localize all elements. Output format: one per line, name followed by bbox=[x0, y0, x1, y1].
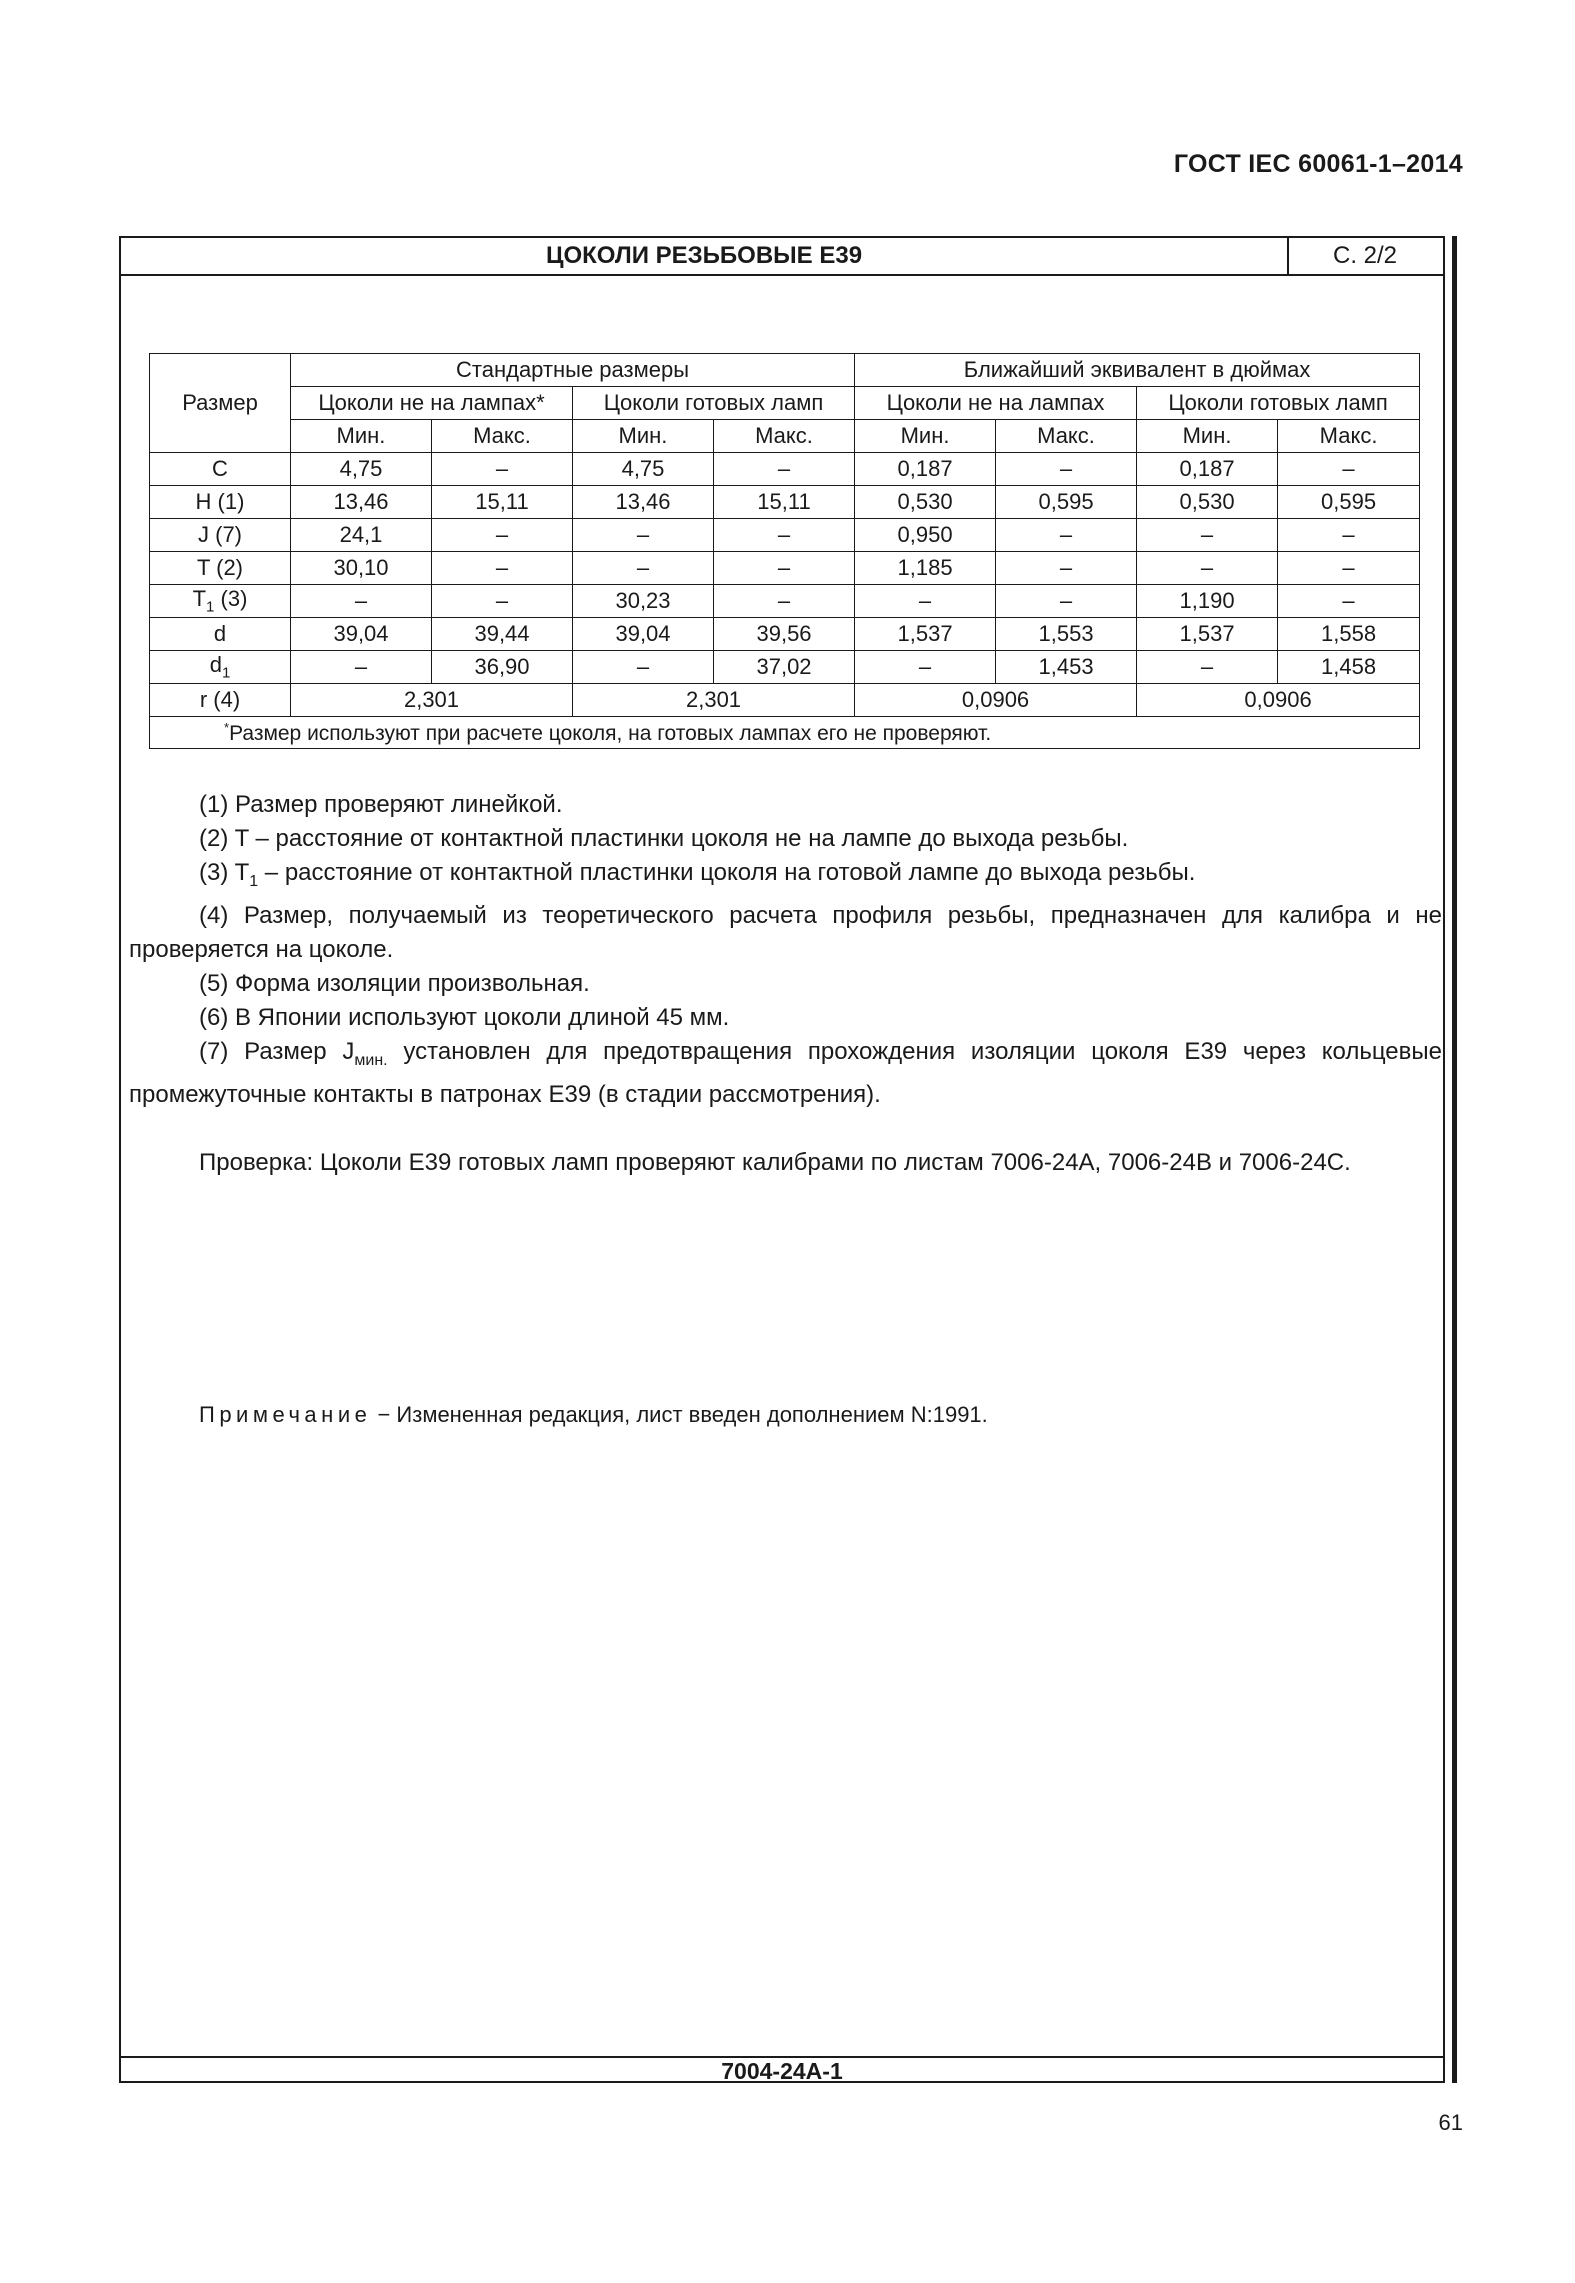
table-cell: – bbox=[1137, 519, 1278, 552]
table-cell: – bbox=[432, 453, 573, 486]
table-cell: 39,56 bbox=[714, 618, 855, 651]
inch-equivalent-header: Ближайший эквивалент в дюймах bbox=[855, 354, 1420, 387]
table-cell: 37,02 bbox=[714, 651, 855, 684]
bases-not-on-lamps-inch-header: Цоколи не на лампах bbox=[855, 387, 1137, 420]
table-cell: 15,11 bbox=[714, 486, 855, 519]
row-label: H (1) bbox=[150, 486, 291, 519]
table-cell: – bbox=[432, 585, 573, 618]
r-row bbox=[150, 684, 1420, 717]
row-label: T (2) bbox=[150, 552, 291, 585]
table-cell: – bbox=[996, 552, 1137, 585]
bases-not-on-lamps-header: Цоколи не на лампах* bbox=[291, 387, 573, 420]
note-7-end: установлен для предотвращения прохождения изоляции цоколя E39 через кольцевые промежуточные контакты в патронах E39 (в стадии рассмотрения). bbox=[129, 1037, 1442, 1108]
table-cell: – bbox=[1137, 552, 1278, 585]
finished-lamp-bases-inch-header: Цоколи готовых ламп bbox=[1137, 387, 1420, 420]
table-cell: 2,301 bbox=[573, 684, 855, 717]
notes-section bbox=[129, 788, 1442, 1180]
note-3-end: – расстояние от контактной пластинки цоколя на готовой лампе до выхода резьбы. bbox=[258, 859, 1196, 886]
table-cell: – bbox=[1278, 453, 1420, 486]
table-row bbox=[150, 585, 1420, 618]
table-cell: 15,11 bbox=[432, 486, 573, 519]
table-cell: 0,595 bbox=[996, 486, 1137, 519]
row-label: r (4) bbox=[150, 684, 291, 717]
table-footnote bbox=[150, 717, 1420, 749]
row-label: J (7) bbox=[150, 519, 291, 552]
min-header: Мин. bbox=[855, 420, 996, 453]
table-cell: – bbox=[291, 585, 432, 618]
note-2: (2) T – расстояние от контактной пластинки цоколя не на лампе до выхода резьбы. bbox=[199, 825, 1129, 852]
table-cell: – bbox=[714, 585, 855, 618]
table-cell: – bbox=[1278, 552, 1420, 585]
table-cell: 1,458 bbox=[1278, 651, 1420, 684]
table-row bbox=[150, 618, 1420, 651]
row-label-main: T bbox=[192, 586, 207, 612]
remark-label: Примечание bbox=[199, 1402, 372, 1427]
row-label-main: d bbox=[209, 652, 222, 678]
table-row bbox=[150, 453, 1420, 486]
sheet-page-indicator: С. 2/2 bbox=[1332, 242, 1398, 269]
min-header: Мин. bbox=[573, 420, 714, 453]
table-row bbox=[150, 651, 1420, 684]
frame-thick-edge bbox=[1452, 236, 1457, 2083]
table-cell: 13,46 bbox=[291, 486, 432, 519]
table-row bbox=[150, 486, 1420, 519]
note-7-subscript: мин. bbox=[354, 1051, 388, 1069]
table-cell: 1,553 bbox=[996, 618, 1137, 651]
table-cell: – bbox=[855, 585, 996, 618]
table-cell: – bbox=[432, 519, 573, 552]
standard-sizes-header: Стандартные размеры bbox=[291, 354, 855, 387]
table-cell: 0,187 bbox=[1137, 453, 1278, 486]
table-cell: 0,530 bbox=[855, 486, 996, 519]
table-cell: – bbox=[855, 651, 996, 684]
row-label bbox=[150, 585, 291, 618]
table-cell: – bbox=[996, 585, 1137, 618]
table-cell: – bbox=[573, 651, 714, 684]
row-label-subscript: 1 bbox=[221, 664, 231, 682]
table-cell: 30,23 bbox=[573, 585, 714, 618]
dimensions-table bbox=[149, 353, 1420, 749]
table-cell: 36,90 bbox=[432, 651, 573, 684]
row-label: d bbox=[150, 618, 291, 651]
table-cell: 0,595 bbox=[1278, 486, 1420, 519]
table-cell: 4,75 bbox=[573, 453, 714, 486]
finished-lamp-bases-header: Цоколи готовых ламп bbox=[573, 387, 855, 420]
table-cell: – bbox=[996, 453, 1137, 486]
table-cell: – bbox=[573, 519, 714, 552]
table-cell: – bbox=[714, 552, 855, 585]
table-cell: – bbox=[432, 552, 573, 585]
row-label-note: (3) bbox=[214, 586, 248, 612]
table-row bbox=[150, 552, 1420, 585]
page-number: 61 bbox=[1438, 2110, 1463, 2135]
table-cell: – bbox=[1278, 585, 1420, 618]
table-cell: 30,10 bbox=[291, 552, 432, 585]
row-label bbox=[150, 651, 291, 684]
note-3 bbox=[129, 856, 1442, 899]
table-cell: 1,537 bbox=[855, 618, 996, 651]
table-cell: – bbox=[1137, 651, 1278, 684]
table-cell: 2,301 bbox=[291, 684, 573, 717]
table-cell: 39,44 bbox=[432, 618, 573, 651]
table-cell: – bbox=[714, 519, 855, 552]
note-3-start: (3) T bbox=[199, 859, 250, 886]
table-cell: 0,0906 bbox=[1137, 684, 1420, 717]
table-cell: 0,0906 bbox=[855, 684, 1137, 717]
table-cell: – bbox=[996, 519, 1137, 552]
sheet-title: ЦОКОЛИ РЕЗЬБОВЫЕ E39 bbox=[121, 238, 1289, 274]
note-7 bbox=[129, 1035, 1442, 1112]
table-cell: 0,950 bbox=[855, 519, 996, 552]
table-cell: 1,190 bbox=[1137, 585, 1278, 618]
min-header: Мин. bbox=[291, 420, 432, 453]
table-cell: 1,558 bbox=[1278, 618, 1420, 651]
document-standard-header: ГОСТ IEC 60061-1–2014 bbox=[1173, 150, 1463, 178]
remark-text: − Измененная редакция, лист введен дополнением N:1991. bbox=[371, 1402, 988, 1427]
max-header: Макс. bbox=[1278, 420, 1420, 453]
sheet-frame bbox=[119, 236, 1445, 2083]
footnote-mark: * bbox=[224, 719, 230, 735]
table-cell: – bbox=[573, 552, 714, 585]
row-label: C bbox=[150, 453, 291, 486]
table-cell: – bbox=[291, 651, 432, 684]
row-label-subscript: 1 bbox=[206, 598, 215, 616]
table-cell: 24,1 bbox=[291, 519, 432, 552]
sheet-code: 7004-24A-1 bbox=[121, 2056, 1443, 2085]
footnote-text: Размер используют при расчете цоколя, на готовых лампах его не проверяют. bbox=[229, 721, 992, 745]
table-cell: 1,453 bbox=[996, 651, 1137, 684]
table-cell: 4,75 bbox=[291, 453, 432, 486]
note-7-start: (7) Размер J bbox=[199, 1037, 355, 1065]
min-header: Мин. bbox=[1137, 420, 1278, 453]
table-cell: 1,537 bbox=[1137, 618, 1278, 651]
sheet-title-row bbox=[121, 238, 1443, 276]
table-cell: 39,04 bbox=[573, 618, 714, 651]
size-column-header: Размер bbox=[150, 354, 291, 453]
note-6: (6) В Японии используют цоколи длиной 45 мм. bbox=[199, 1003, 730, 1031]
max-header: Макс. bbox=[996, 420, 1137, 453]
table-cell: 13,46 bbox=[573, 486, 714, 519]
max-header: Макс. bbox=[714, 420, 855, 453]
max-header: Макс. bbox=[432, 420, 573, 453]
remark bbox=[199, 1402, 988, 1428]
table-cell: – bbox=[1278, 519, 1420, 552]
verification-paragraph: Проверка: Цоколи E39 готовых ламп проверяют калибрами по листам 7006-24A, 7006-24B и 7006-24C. bbox=[199, 1148, 1351, 1176]
note-3-subscript: 1 bbox=[249, 872, 259, 890]
note-1: (1) Размер проверяют линейкой. bbox=[199, 791, 563, 818]
table-cell: – bbox=[714, 453, 855, 486]
table-cell: 0,530 bbox=[1137, 486, 1278, 519]
table-cell: 39,04 bbox=[291, 618, 432, 651]
table-cell: 1,185 bbox=[855, 552, 996, 585]
table-row bbox=[150, 519, 1420, 552]
note-4: (4) Размер, получаемый из теоретического расчета профиля резьбы, предназначен для калибра и не проверяется на цоколе. bbox=[129, 901, 1442, 963]
note-5: (5) Форма изоляции произвольная. bbox=[199, 969, 590, 997]
table-cell: 0,187 bbox=[855, 453, 996, 486]
